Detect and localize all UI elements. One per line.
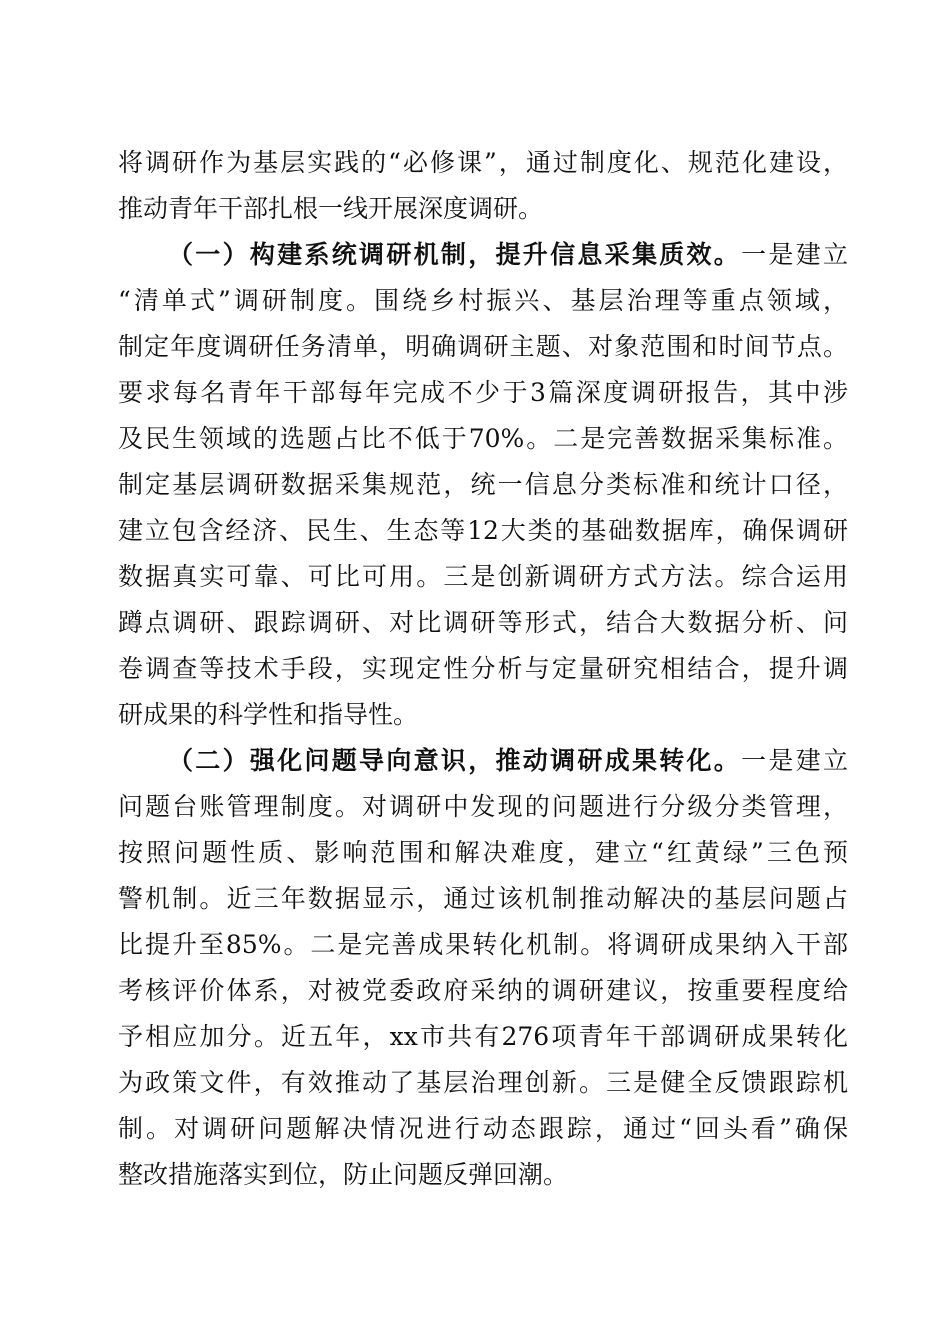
section1-first-line — [168, 233, 848, 277]
section1-line: 制定年度调研任务清单，明确调研主题、对象范围和时间节点。 — [118, 332, 848, 361]
section2-line: 按照问题性质、影响范围和解决难度，建立“红黄绿”三色预 — [118, 838, 848, 867]
section1-line: 建立包含经济、民生、生态等12大类的基础数据库，确保调研 — [118, 516, 848, 545]
section2-line: 予相应加分。近五年，xx市共有276项青年干部调研成果转化 — [118, 1022, 848, 1051]
section2-heading: （二）强化问题导向意识，推动调研成果转化。 — [168, 746, 742, 775]
intro-line-1: 将调研作为基层实践的“必修课”，通过制度化、规范化建设， — [118, 148, 848, 177]
intro-line-2: 推动青年干部扎根一线开展深度调研。 — [118, 194, 544, 223]
section1-line: 制定基层调研数据采集规范，统一信息分类标准和统计口径， — [118, 470, 848, 499]
section1-line: 要求每名青年干部每年完成不少于3篇深度调研报告，其中涉 — [118, 378, 848, 407]
section2-line: 警机制。近三年数据显示，通过该机制推动解决的基层问题占 — [118, 884, 848, 913]
section1-line: 及民生领域的选题占比不低于70%。二是完善数据采集标准。 — [118, 424, 848, 453]
section1-line: 数据真实可靠、可比可用。三是创新调研方式方法。综合运用 — [118, 562, 848, 591]
section1-first-line-rest: 一是建立 — [741, 240, 848, 269]
section1-line: 研成果的科学性和指导性。 — [118, 700, 419, 729]
section2-first-line — [168, 739, 848, 783]
section1-heading: （一）构建系统调研机制，提升信息采集质效。 — [168, 240, 742, 269]
section2-line: 整改措施落实到位，防止问题反弹回潮。 — [118, 1160, 569, 1189]
section2-line: 为政策文件，有效推动了基层治理创新。三是健全反馈跟踪机 — [118, 1068, 848, 1097]
section2-line: 考核评价体系，对被党委政府采纳的调研建议，按重要程度给 — [118, 976, 848, 1005]
section1-line: “清单式”调研制度。围绕乡村振兴、基层治理等重点领域， — [118, 286, 848, 315]
section2-line: 比提升至85%。二是完善成果转化机制。将调研成果纳入干部 — [118, 930, 848, 959]
section1-line: 卷调查等技术手段，实现定性分析与定量研究相结合，提升调 — [118, 654, 848, 683]
section2-first-line-rest: 一是建立 — [741, 746, 848, 775]
section1-line: 蹲点调研、跟踪调研、对比调研等形式，结合大数据分析、问 — [118, 608, 848, 637]
section2-line: 制。对调研问题解决情况进行动态跟踪，通过“回头看”确保 — [118, 1114, 848, 1143]
section2-line: 问题台账管理制度。对调研中发现的问题进行分级分类管理， — [118, 792, 848, 821]
